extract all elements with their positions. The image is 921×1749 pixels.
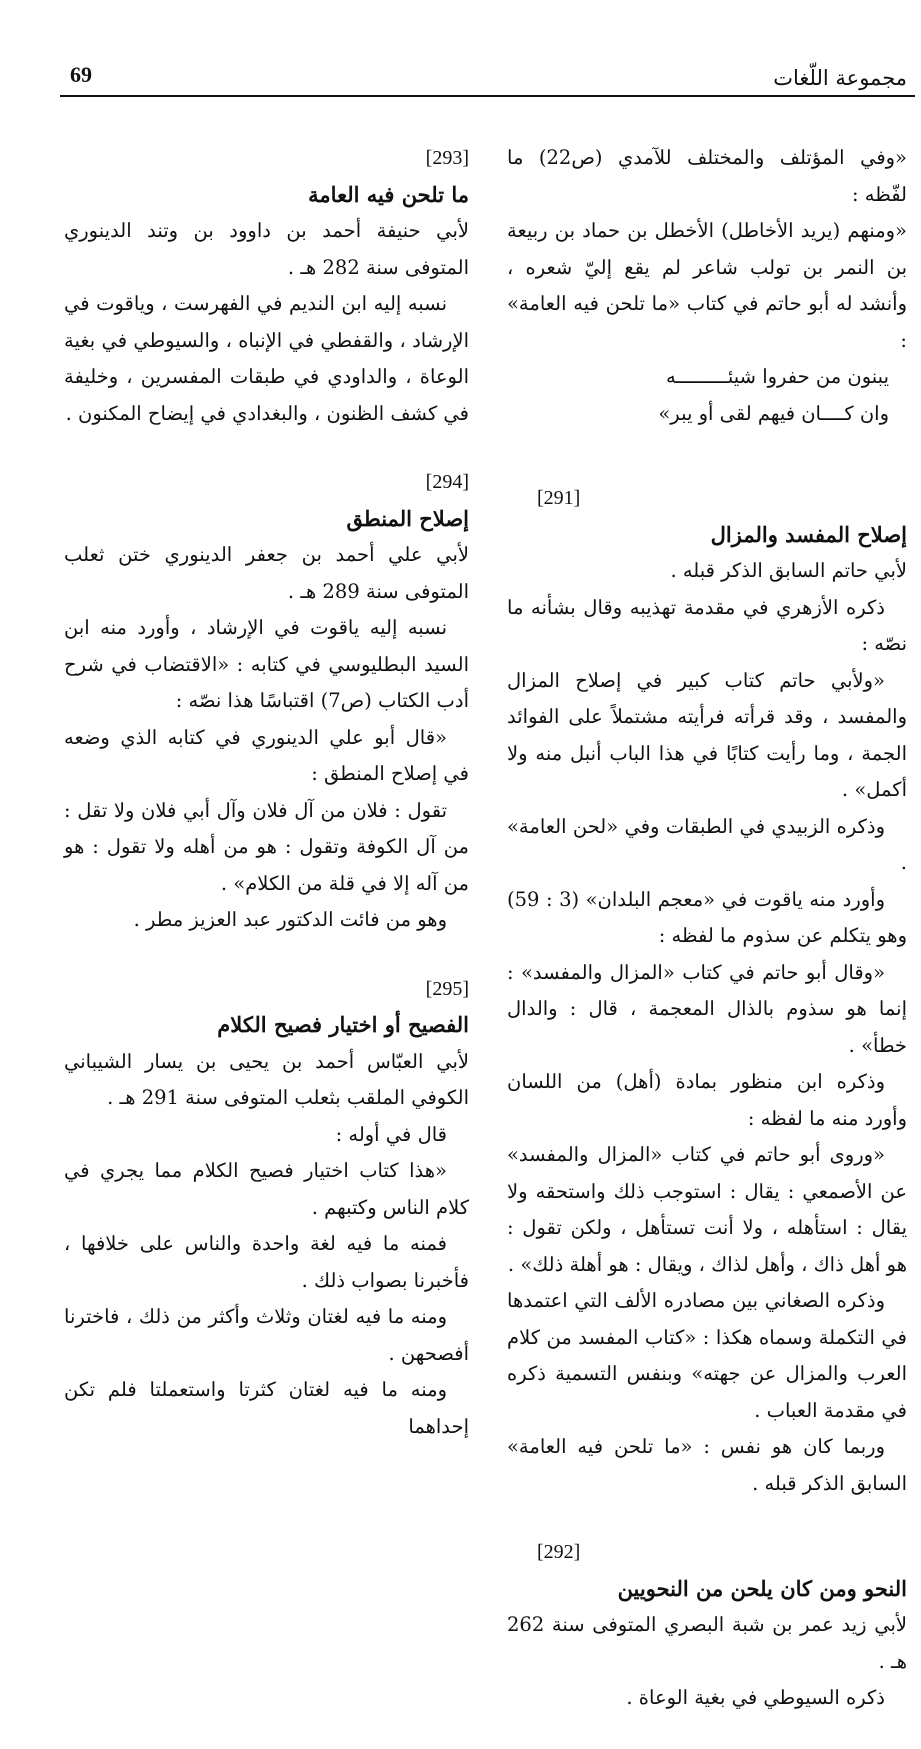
paragraph: تقول : فلان من آل فلان وآل أبي فلان ولا تقل : من آل الكوفة وتقول : هو من أهله ولا تقول : هو من آله إلا في قلة من الكلام» . — [64, 798, 469, 895]
paragraph: نسبه إليه ابن النديم في الفهرست ، وياقوت في الإرشاد ، والقفطي في الإنباه ، والسيوطي في بغية الوعاة ، والداودي في طبقات المفسرين ، وخليفة في كشف الظنون ، والبغدادي في إيضاح المكنون . — [64, 292, 469, 425]
paragraph: وذكره ابن منظور بمادة (أهل) من اللسان وأورد منه ما لفظه : — [507, 1070, 907, 1130]
entry-number: [292] — [537, 1541, 581, 1563]
paragraph: وأورد منه ياقوت في «معجم البلدان» (3 : 59) وهو يتكلم عن سذوم ما لفظه : — [507, 887, 907, 947]
paragraph: ومنه ما فيه لغتان وثلاث وأكثر من ذلك ، فاخترنا أفصحهن . — [64, 1305, 469, 1365]
paragraph: قال في أوله : — [335, 1122, 447, 1146]
paragraph: لأبي زيد عمر بن شبة البصري المتوفى سنة 262 هـ . — [507, 1613, 907, 1673]
entry-number: [294] — [425, 471, 469, 493]
header-rule — [60, 95, 915, 97]
paragraph: لأبي حنيفة أحمد بن داوود بن وتند الدينوري المتوفى سنة 282 هـ . — [64, 219, 469, 279]
verse-line-2: وان كــــان فيهم لقى أو يبر» — [658, 401, 889, 425]
intro-line-2: «ومنهم (يريد الأخاطل) الأخطل بن حماد بن ربيعة بن النمر بن تولب شاعر لم يقع إليّ شعره ، وأنشد له أبو حاتم في كتاب «ما تلحن فيه العامة» : — [507, 219, 907, 352]
entry-number: [293] — [425, 147, 469, 169]
paragraph: ومنه ما فيه لغتان كثرتا واستعملتا فلم تكن إحداهما — [64, 1378, 469, 1438]
running-title: مجموعة اللّغات — [773, 66, 907, 90]
paragraph: «وروى أبو حاتم في كتاب «المزال والمفسد» عن الأصمعي : يقال : استوجب ذلك واستحقه ولا يقال : استأهله ، ولا أنت تستأهل ، ولكن تقول : هو أهل ذاك ، وأهل لذاك ، ويقال : هو أهلة ذلك» . — [507, 1143, 907, 1276]
entry-292 — [507, 1534, 907, 1717]
entry-293 — [64, 140, 469, 432]
right-column — [507, 140, 907, 1749]
paragraph: «قال أبو علي الدينوري في كتابه الذي وضعه في إصلاح المنطق : — [64, 725, 469, 785]
entry-291 — [507, 480, 907, 1502]
left-column — [64, 140, 469, 1477]
paragraph: «هذا كتاب اختيار فصيح الكلام مما يجري في كلام الناس وكتبهم . — [64, 1159, 469, 1219]
paragraph: وذكره الزبيدي في الطبقات وفي «لحن العامة» . — [507, 814, 907, 874]
entry-number: [291] — [537, 487, 581, 509]
paragraph: «وقال أبو حاتم في كتاب «المزال والمفسد» : إنما هو سذوم بالذال المعجمة ، قال : والدال خطأ» . — [507, 960, 907, 1057]
entry-title: الفصيح أو اختيار فصيح الكلام — [217, 1012, 469, 1037]
paragraph: «ولأبي حاتم كتاب كبير في إصلاح المزال والمفسد ، وقد قرأته فرأيته مشتملاً على الفوائد الجمة ، وما رأيت كتابًا في هذا الباب أنبل منه ولا أكمل» . — [507, 668, 907, 801]
paragraph: وذكره الصغاني بين مصادره الألف التي اعتمدها في التكملة وسماه هكذا : «كتاب المفسد من كلام العرب والمزال عن جهته» وبنفس التسمية ذكره في مقدمة العباب . — [507, 1289, 907, 1422]
page-number: 69 — [70, 62, 92, 87]
entry-number: [295] — [425, 977, 469, 1000]
paragraph: نسبه إليه ياقوت في الإرشاد ، وأورد منه ابن السيد البطليوسي في كتابه : «الاقتضاب في شرح أدب الكتاب (ص7) اقتباسًا هذا نصّه : — [64, 616, 469, 712]
entry-295 — [64, 971, 469, 1446]
paragraph: لأبي علي أحمد بن جعفر الدينوري ختن ثعلب المتوفى سنة 289 هـ . — [64, 543, 469, 603]
paragraph: وهو من فائت الدكتور عبد العزيز مطر . — [133, 908, 447, 931]
entry-title: ما تلحن فيه العامة — [308, 181, 469, 207]
paragraph: وربما كان هو نفس : «ما تلحن فيه العامة» السابق الذكر قبله . — [507, 1435, 907, 1495]
verse-line-1: يبنون من حفروا شيئـــــــــه — [666, 365, 889, 388]
paragraph: لأبي حاتم السابق الذكر قبله . — [670, 559, 907, 582]
entry-title: إصلاح المفسد والمزال — [710, 521, 907, 547]
entry-title: النحو ومن كان يلحن من النحويين — [617, 1575, 907, 1601]
paragraph: فمنه ما فيه لغة واحدة والناس على خلافها ، فأخبرنا بصواب ذلك . — [64, 1232, 469, 1292]
paragraph: ذكره السيوطي في بغية الوعاة . — [626, 1686, 885, 1709]
entry-title: إصلاح المنطق — [346, 505, 469, 531]
entry-294 — [64, 464, 469, 939]
paragraph: ذكره الأزهري في مقدمة تهذيبه وقال بشأنه ما نصّه : — [507, 595, 907, 655]
paragraph: لأبي العبّاس أحمد بن يحيى بن يسار الشيباني الكوفي الملقب بثعلب المتوفى سنة 291 هـ . — [64, 1049, 469, 1109]
page-header — [60, 52, 907, 96]
intro-block — [507, 140, 907, 432]
intro-line-1: «وفي المؤتلف والمختلف للآمدي (ص22) ما لفّظه : — [507, 146, 907, 206]
